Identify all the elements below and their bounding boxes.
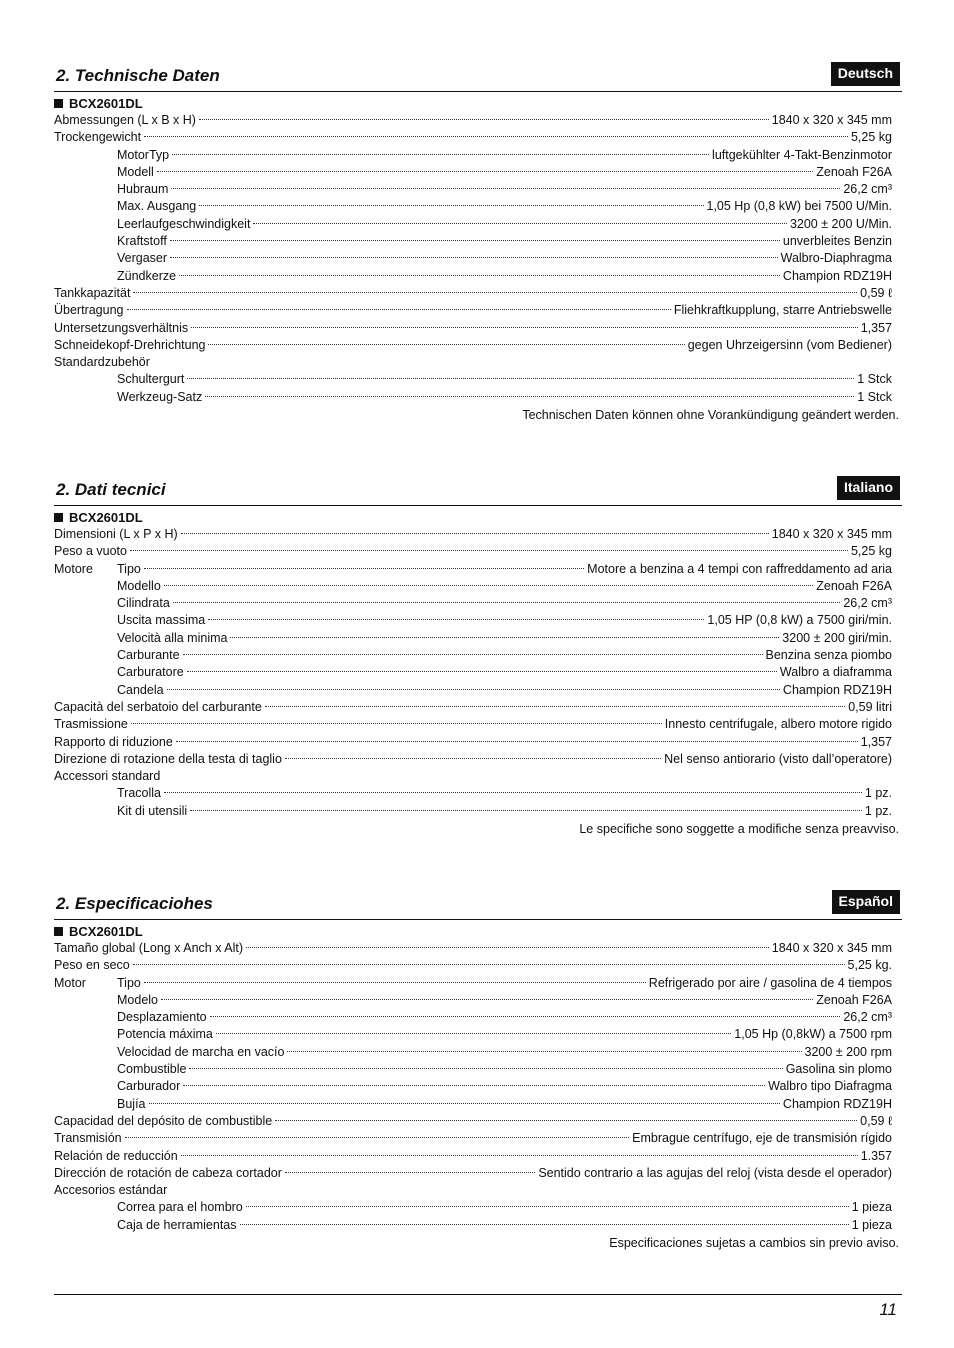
spec-label: Velocidad de marcha en vacío	[117, 1044, 285, 1059]
spec-label: Modelo	[117, 992, 158, 1007]
spec-value: Walbro tipo Diafragma	[768, 1079, 892, 1094]
spec-row	[54, 389, 892, 406]
spec-label: Capacidad del depósito de combustible	[54, 1113, 273, 1128]
spec-row	[54, 1009, 892, 1026]
spec-row	[54, 164, 892, 181]
dot-leader	[171, 188, 840, 189]
spec-label: Trasmissione	[54, 717, 128, 732]
spec-label: Werkzeug-Satz	[117, 389, 203, 404]
spec-label: Tamaño global (Long x Anch x Alt)	[54, 941, 244, 955]
spec-row	[54, 1078, 892, 1095]
spec-value: 3200 ± 200 giri/min.	[782, 630, 892, 645]
spec-label: Peso en seco	[54, 958, 130, 973]
spec-value: 26,2 cm³	[843, 182, 892, 197]
square-bullet-icon	[54, 927, 63, 936]
dot-leader	[176, 741, 858, 742]
spec-row	[54, 1096, 892, 1113]
spec-row	[54, 354, 892, 371]
spec-value: 1,357	[860, 734, 892, 749]
spec-value: 1,05 Hp (0,8kW) a 7500 rpm	[734, 1027, 892, 1042]
dot-leader	[190, 810, 862, 811]
dot-leader	[253, 223, 787, 224]
dot-leader	[275, 1120, 857, 1121]
dot-leader	[181, 533, 769, 534]
spec-value: 1 pieza	[851, 1200, 892, 1215]
spec-value: Zenoah F26A	[816, 992, 892, 1007]
spec-value: Fliehkraftkupplung, starre Antriebswelle	[673, 303, 892, 318]
spec-label: Vergaser	[117, 251, 168, 266]
section-header	[54, 890, 902, 920]
dot-leader	[208, 344, 684, 345]
spec-row	[54, 181, 892, 198]
model-heading	[54, 923, 902, 940]
spec-value: 1,05 HP (0,8 kW) a 7500 giri/min.	[707, 613, 892, 628]
spec-value: 5,25 kg.	[847, 958, 892, 973]
spec-value: 0,59 ℓ	[860, 1113, 892, 1128]
dot-leader	[246, 947, 769, 948]
language-badge: Deutsch	[831, 62, 900, 86]
model-name: BCX2601DL	[69, 510, 143, 525]
dot-leader	[183, 1085, 765, 1086]
spec-label: Zündkerze	[117, 268, 177, 283]
spec-value: Champion RDZ19H	[782, 268, 892, 283]
spec-row	[54, 129, 892, 146]
dot-leader	[240, 1224, 849, 1225]
disclaimer-note: Technischen Daten können ohne Vorankündigung geändert werden.	[522, 408, 899, 423]
spec-row	[54, 320, 892, 337]
dot-leader	[187, 671, 777, 672]
spec-row	[54, 285, 892, 302]
spec-label: Transmisión	[54, 1131, 122, 1146]
spec-value: unverbleites Benzin	[782, 234, 892, 249]
section-espanol	[54, 890, 902, 1252]
dot-leader	[144, 136, 848, 137]
spec-row	[54, 337, 892, 354]
spec-row	[54, 1061, 892, 1078]
spec-label: Velocità alla minima	[117, 630, 228, 645]
dot-leader	[173, 602, 841, 603]
spec-row	[54, 785, 892, 802]
spec-value: 1 Stck	[857, 389, 892, 404]
spec-value: Refrigerado por aire / gasolina de 4 tiempos	[648, 975, 892, 990]
spec-value: 1840 x 320 x 345 mm	[771, 527, 892, 541]
spec-row	[54, 147, 892, 164]
dot-leader	[179, 275, 780, 276]
dot-leader	[210, 1016, 841, 1017]
spec-label: Tankkapazität	[54, 285, 131, 300]
spec-value: Motore a benzina a 4 tempi con raffreddamento ad aria	[587, 561, 892, 576]
spec-value: Sentido contrario a las agujas del reloj (vista desde el operador)	[538, 1165, 892, 1180]
dot-leader	[246, 1206, 849, 1207]
spec-label: Leerlaufgeschwindigkeit	[117, 216, 251, 231]
spec-label: Combustible	[117, 1062, 187, 1077]
dot-leader	[161, 999, 813, 1000]
spec-row	[54, 940, 892, 957]
language-badge: Italiano	[837, 476, 900, 500]
dot-leader	[172, 154, 709, 155]
section-italiano	[54, 476, 902, 838]
spec-row	[54, 543, 892, 560]
spec-row	[54, 1199, 892, 1216]
dot-leader	[205, 396, 854, 397]
spec-value: 26,2 cm³	[843, 596, 892, 611]
dot-leader	[187, 378, 854, 379]
spec-label: Abmessungen (L x B x H)	[54, 113, 196, 127]
square-bullet-icon	[54, 513, 63, 522]
dot-leader	[230, 637, 779, 638]
spec-label: Tracolla	[117, 786, 161, 801]
spec-label: Accesorios estándar	[54, 1183, 168, 1198]
model-heading	[54, 95, 902, 112]
spec-label: Kraftstoff	[117, 234, 167, 249]
spec-row	[54, 1130, 892, 1147]
dot-leader	[265, 706, 845, 707]
spec-row	[54, 371, 892, 388]
dot-leader	[216, 1033, 731, 1034]
spec-label: Cilindrata	[117, 596, 170, 611]
spec-label: Desplazamiento	[117, 1010, 207, 1025]
spec-value: Walbro a diaframma	[779, 665, 892, 680]
dot-leader	[125, 1137, 630, 1138]
spec-row	[54, 612, 892, 629]
spec-label: Modello	[117, 578, 161, 593]
spec-row	[54, 975, 892, 992]
spec-group-label: Motor	[54, 975, 86, 990]
spec-label: MotorTyp	[117, 147, 170, 162]
spec-value: 0,59 ℓ	[860, 285, 892, 300]
dot-leader	[131, 723, 662, 724]
spec-label: Untersetzungsverhältnis	[54, 320, 189, 335]
spec-value: gegen Uhrzeigersinn (vom Bediener)	[687, 337, 892, 352]
spec-row	[54, 768, 892, 785]
spec-value: Zenoah F26A	[816, 164, 892, 179]
spec-label: Carburante	[117, 648, 180, 663]
spec-label: Caja de herramientas	[117, 1217, 237, 1232]
spec-label: Accessori standard	[54, 769, 161, 784]
spec-label: Hubraum	[117, 182, 169, 197]
square-bullet-icon	[54, 99, 63, 108]
section-title: 2. Technische Daten	[56, 66, 220, 85]
spec-label: Correa para el hombro	[117, 1200, 243, 1215]
spec-label: Potencia máxima	[117, 1027, 213, 1042]
spec-row	[54, 803, 892, 820]
spec-label: Dirección de rotación de cabeza cortador	[54, 1165, 282, 1180]
dot-leader	[287, 1051, 801, 1052]
section-header	[54, 476, 902, 506]
spec-value: Innesto centrifugale, albero motore rigido	[664, 717, 892, 732]
dot-leader	[127, 309, 671, 310]
dot-leader	[149, 1103, 780, 1104]
spec-row	[54, 1148, 892, 1165]
spec-row	[54, 716, 892, 733]
spec-value: 1 Stck	[857, 372, 892, 387]
dot-leader	[170, 240, 780, 241]
spec-label: Tipo	[117, 561, 141, 576]
spec-label: Peso a vuoto	[54, 544, 127, 559]
model-name: BCX2601DL	[69, 96, 143, 111]
spec-value: Gasolina sin plomo	[785, 1062, 892, 1077]
spec-row	[54, 751, 892, 768]
spec-label: Kit di utensili	[117, 803, 188, 818]
spec-value: Nel senso antiorario (visto dall’operatore)	[664, 751, 892, 766]
dot-leader	[144, 982, 646, 983]
spec-row	[54, 268, 892, 285]
spec-value: 0,59 litri	[848, 699, 892, 714]
dot-leader	[157, 171, 813, 172]
spec-label: Capacità del serbatoio del carburante	[54, 699, 262, 714]
dot-leader	[164, 792, 862, 793]
spec-label: Dimensioni (L x P x H)	[54, 527, 178, 541]
spec-value: 1,357	[860, 320, 892, 335]
dot-leader	[133, 964, 845, 965]
spec-label: Max. Ausgang	[117, 199, 197, 214]
dot-leader	[133, 292, 857, 293]
spec-row	[54, 957, 892, 974]
section-deutsch	[54, 62, 902, 424]
spec-label: Standardzubehör	[54, 355, 150, 370]
spec-label: Carburatore	[117, 665, 184, 680]
spec-value: Champion RDZ19H	[782, 1096, 892, 1111]
spec-label: Candela	[117, 682, 164, 697]
dot-leader	[144, 568, 584, 569]
spec-row	[54, 216, 892, 233]
spec-label: Rapporto di riduzione	[54, 734, 173, 749]
spec-row	[54, 1217, 892, 1234]
dot-leader	[167, 689, 780, 690]
spec-row	[54, 699, 892, 716]
spec-row	[54, 250, 892, 267]
section-title: 2. Especificaciohes	[56, 894, 213, 913]
spec-row	[54, 1165, 892, 1182]
spec-value: Benzina senza piombo	[765, 648, 892, 663]
disclaimer-note: Le specifiche sono soggette a modifiche senza preavviso.	[579, 822, 899, 837]
spec-value: Zenoah F26A	[816, 578, 892, 593]
dot-leader	[181, 1155, 858, 1156]
spec-label: Schultergurt	[117, 372, 185, 387]
spec-group-label: Motore	[54, 561, 93, 576]
model-name: BCX2601DL	[69, 924, 143, 939]
spec-row	[54, 112, 892, 129]
spec-value: 1.357	[860, 1148, 892, 1163]
spec-row	[54, 992, 892, 1009]
spec-value: 1,05 Hp (0,8 kW) bei 7500 U/Min.	[706, 199, 892, 214]
footer-divider	[54, 1294, 902, 1295]
spec-value: 1840 x 320 x 345 mm	[771, 941, 892, 955]
disclaimer-note: Especificaciones sujetas a cambios sin previo aviso.	[609, 1236, 899, 1251]
spec-value: 1 pieza	[851, 1217, 892, 1232]
dot-leader	[164, 585, 813, 586]
dot-leader	[199, 119, 769, 120]
spec-value: Champion RDZ19H	[782, 682, 892, 697]
section-header	[54, 62, 902, 92]
spec-row	[54, 1026, 892, 1043]
spec-label: Übertragung	[54, 303, 124, 318]
model-heading	[54, 509, 902, 526]
spec-label: Trockengewicht	[54, 130, 142, 145]
spec-row	[54, 630, 892, 647]
spec-row	[54, 664, 892, 681]
spec-label: Carburador	[117, 1079, 181, 1094]
dot-leader	[189, 1068, 782, 1069]
spec-row	[54, 561, 892, 578]
page-number: 11	[879, 1300, 897, 1319]
spec-label: Relación de reducción	[54, 1148, 178, 1163]
spec-row	[54, 578, 892, 595]
spec-value: 26,2 cm³	[843, 1010, 892, 1025]
dot-leader	[130, 550, 848, 551]
spec-row	[54, 302, 892, 319]
spec-value: 3200 ± 200 U/Min.	[789, 216, 892, 231]
spec-value: Embrague centrífugo, eje de transmisión rígido	[632, 1131, 892, 1146]
spec-row	[54, 1044, 892, 1061]
dot-leader	[208, 619, 704, 620]
section-title: 2. Dati tecnici	[56, 480, 166, 499]
language-badge: Español	[832, 890, 900, 914]
spec-row	[54, 526, 892, 543]
spec-label: Tipo	[117, 975, 141, 990]
spec-label: Direzione di rotazione della testa di taglio	[54, 751, 282, 766]
spec-label: Schneidekopf-Drehrichtung	[54, 337, 206, 352]
spec-row	[54, 682, 892, 699]
dot-leader	[285, 1172, 535, 1173]
spec-value: 5,25 kg	[850, 544, 892, 559]
spec-row	[54, 198, 892, 215]
spec-value: Walbro-Diaphragma	[780, 251, 892, 266]
spec-row	[54, 1182, 892, 1199]
spec-value: luftgekühlter 4-Takt-Benzinmotor	[712, 147, 892, 162]
spec-label: Modell	[117, 164, 154, 179]
spec-row	[54, 1113, 892, 1130]
dot-leader	[183, 654, 763, 655]
spec-value: 1840 x 320 x 345 mm	[771, 113, 892, 127]
spec-label: Bujía	[117, 1096, 146, 1111]
dot-leader	[285, 758, 661, 759]
dot-leader	[170, 257, 778, 258]
dot-leader	[199, 205, 703, 206]
spec-value: 1 pz.	[864, 803, 892, 818]
spec-value: 1 pz.	[864, 786, 892, 801]
dot-leader	[191, 327, 858, 328]
spec-row	[54, 734, 892, 751]
spec-label: Uscita massima	[117, 613, 206, 628]
spec-value: 5,25 kg	[850, 130, 892, 145]
spec-row	[54, 595, 892, 612]
spec-row	[54, 647, 892, 664]
spec-row	[54, 233, 892, 250]
spec-value: 3200 ± 200 rpm	[804, 1044, 892, 1059]
